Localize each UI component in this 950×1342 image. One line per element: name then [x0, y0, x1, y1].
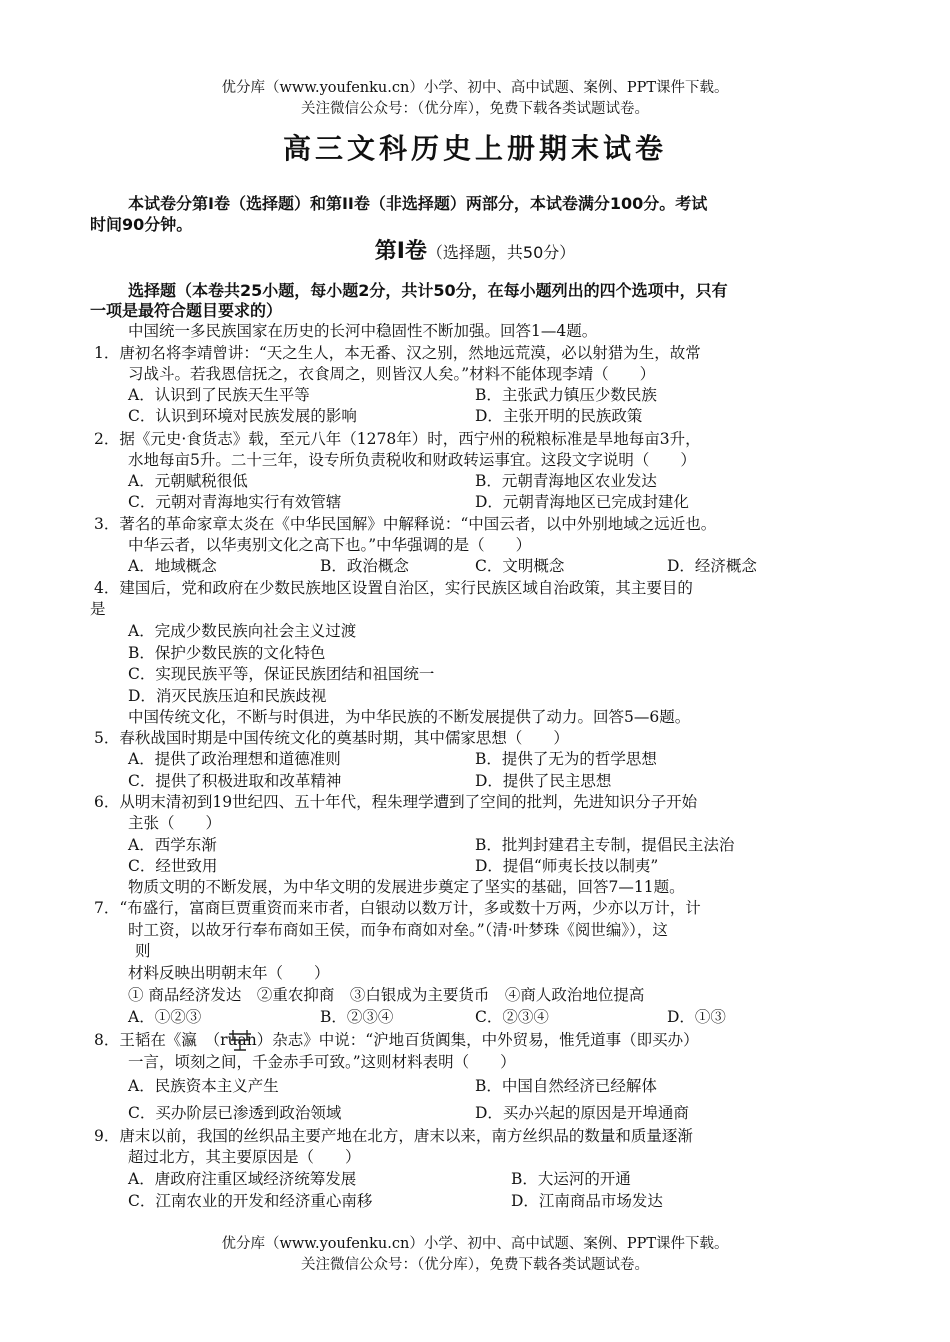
q8-stem-1: 8．王韬在《瀛 （ruan）杂志》中说：“沪地百货阗集，中外贸易，惟凭道事（即买办） — [94, 1031, 699, 1049]
q9-option-d: D．江南商品市场发达 — [511, 1192, 663, 1210]
intro-line-1: 本试卷分第Ⅰ卷（选择题）和第II卷（非选择题）两部分，本试卷满分100分。考试 — [128, 194, 708, 213]
q4-option-c: C．实现民族平等，保证民族团结和祖国统一 — [128, 665, 435, 683]
q3-option-c: C．文明概念 — [475, 557, 565, 575]
q6-stem-1: 6．从明末清初到19世纪四、五十年代，程朱理学遭到了空间的批判，先进知识分子开始 — [94, 793, 698, 811]
q7-option-a: A．①②③ — [128, 1008, 202, 1026]
q1-stem-2: 习战斗。若我恩信抚之，衣食周之，则皆汉人矣。”材料不能体现李靖（ ） — [128, 365, 656, 383]
q7-stem-4: 材料反映出明朝末年（ ） — [128, 964, 330, 982]
instructions-line-2: 一项是最符合题目要求的） — [90, 301, 283, 320]
q3-option-d: D．经济概念 — [667, 557, 757, 575]
q4-stem-2: 是 — [90, 600, 106, 618]
q5-stem-1: 5．春秋战国时期是中国传统文化的奠基时期，其中儒家思想（ ） — [94, 729, 569, 747]
q3-stem-1: 3．著名的革命家章太炎在《中华民国解》中解释说：“中国云者，以中外别地域之远近也。 — [94, 515, 717, 533]
q7-option-d: D．①③ — [667, 1008, 726, 1026]
q5-option-d: D．提供了民主思想 — [475, 772, 612, 790]
q1-stem-1: 1．唐初名将李靖曾讲：“天之生人，本无番、汉之别，然地远荒漠，必以射猎为生，故常 — [94, 344, 701, 362]
q9-option-c: C．江南农业的开发和经济重心南移 — [128, 1192, 373, 1210]
q3-option-a: A．地域概念 — [128, 557, 217, 575]
q1-option-b: B．主张武力镇压少数民族 — [475, 386, 657, 404]
q9-stem-1: 9．唐末以前，我国的丝织品主要产地在北方，唐末以来，南方丝织品的数量和质量逐渐 — [94, 1127, 693, 1145]
q2-stem-2: 水地每亩5升。二十三年，设专所负责税收和财政转运事宜。这段文字说明（ ） — [128, 451, 696, 469]
page-title: 高三文科历史上册期末试卷 — [282, 132, 667, 165]
q7-stem-3: 则 — [135, 942, 151, 960]
q5-option-a: A．提供了政治理想和道德准则 — [128, 750, 341, 768]
section-title: 第Ⅰ卷 — [374, 239, 427, 264]
q2-option-c: C．元朝对青海地实行有效管辖 — [128, 493, 342, 511]
q8-option-b: B．中国自然经济已经解体 — [475, 1077, 657, 1095]
q5-option-c: C．提供了积极进取和改革精神 — [128, 772, 342, 790]
q4-stem-1: 4．建国后，党和政府在少数民族地区设置自治区，实行民族区域自治政策，其主要目的 — [94, 579, 693, 597]
instructions-line-1: 选择题（本卷共25小题，每小题2分，共计50分，在每小题列出的四个选项中，只有 — [128, 281, 728, 300]
rare-character-glyph-icon — [225, 1028, 255, 1052]
q6-option-c: C．经世致用 — [128, 857, 218, 875]
q2-option-a: A．元朝赋税很低 — [128, 472, 248, 490]
q4-option-b: B．保护少数民族的文化特色 — [128, 644, 326, 662]
q1-option-a: A．认识到了民族天生平等 — [128, 386, 310, 404]
header-line-2: 关注微信公众号：（优分库），免费下载各类试题试卷。 — [301, 101, 649, 117]
footer-line-2: 关注微信公众号：（优分库），免费下载各类试题试卷。 — [301, 1257, 649, 1273]
q2-option-d: D．元朝青海地区已完成封建化 — [475, 493, 689, 511]
q8-option-d: D．买办兴起的原因是开埠通商 — [475, 1104, 689, 1122]
group-intro-2: 中国传统文化，不断与时俱进，为中华民族的不断发展提供了动力。回答5—6题。 — [128, 708, 691, 726]
section-heading — [0, 238, 950, 267]
q7-option-b: B．②③④ — [320, 1008, 394, 1026]
q6-option-b: B．批判封建君主专制，提倡民主法治 — [475, 836, 735, 854]
q6-stem-2: 主张（ ） — [128, 814, 222, 832]
footer-line-1: 优分库（www.youfenku.cn）小学、初中、高中试题、案例、PPT课件下载。 — [221, 1236, 729, 1252]
q6-option-d: D．提倡“师夷长技以制夷” — [475, 857, 659, 875]
group-intro-3: 物质文明的不断发展，为中华文明的发展进步奠定了坚实的基础，回答7—11题。 — [128, 878, 685, 896]
group-intro-1: 中国统一多民族国家在历史的长河中稳固性不断加强。回答1—4题。 — [128, 322, 598, 340]
q5-option-b: B．提供了无为的哲学思想 — [475, 750, 657, 768]
q2-stem-1: 2．据《元史·食货志》载，至元八年（1278年）时，西宁州的税粮标准是旱地每亩3升， — [94, 430, 701, 448]
q7-stem-1: 7．“布盛行，富商巨贾重资而来市者，白银动以数万计，多或数十万两，少亦以万计，计 — [94, 899, 701, 917]
q7-stem-2: 时工资，以故牙行奉布商如王侯，而争布商如对垒。”（清·叶梦珠《阅世编》），这 — [128, 921, 668, 939]
q8-option-c: C．买办阶层已渗透到政治领域 — [128, 1104, 342, 1122]
q4-option-d: D．消灭民族压迫和民族歧视 — [128, 687, 327, 705]
intro-line-2: 时间90分钟。 — [90, 215, 193, 234]
q6-option-a: A．西学东渐 — [128, 836, 217, 854]
q4-option-a: A．完成少数民族向社会主义过渡 — [128, 622, 357, 640]
q2-option-b: B．元朝青海地区农业发达 — [475, 472, 657, 490]
section-subtitle: （选择题，共50分） — [426, 243, 576, 262]
q7-option-c: C．②③④ — [475, 1008, 549, 1026]
q9-stem-2: 超过北方，其主要原因是（ ） — [128, 1148, 361, 1166]
q9-option-b: B．大运河的开通 — [511, 1170, 631, 1188]
q1-option-c: C．认识到环境对民族发展的影响 — [128, 407, 357, 425]
q3-stem-2: 中华云者，以华夷别文化之高下也。”中华强调的是（ ） — [128, 536, 532, 554]
q8-option-a: A．民族资本主义产生 — [128, 1077, 279, 1095]
header-line-1: 优分库（www.youfenku.cn）小学、初中、高中试题、案例、PPT课件下载。 — [221, 80, 729, 96]
q7-statements: ① 商品经济发达 ②重农抑商 ③白银成为主要货币 ④商人政治地位提高 — [128, 986, 645, 1004]
q9-option-a: A．唐政府注重区域经济统筹发展 — [128, 1170, 357, 1188]
q3-option-b: B．政治概念 — [320, 557, 409, 575]
q8-stem-2: 一言，顷刻之间，千金赤手可致。”这则材料表明（ ） — [128, 1053, 516, 1071]
q1-option-d: D．主张开明的民族政策 — [475, 407, 643, 425]
